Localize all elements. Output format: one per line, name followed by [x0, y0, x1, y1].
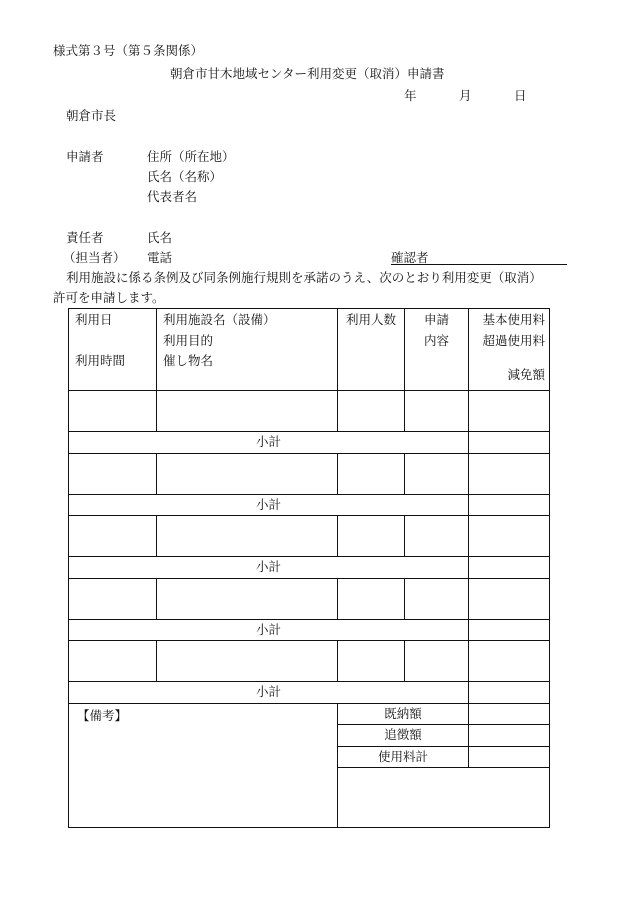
header-basic-fee: 基本使用料: [482, 312, 545, 327]
application-table: [68, 308, 550, 828]
additional-label: 追徴額: [338, 725, 469, 747]
header-date: 利用日: [75, 312, 113, 327]
header-people-label: 利用人数: [345, 312, 396, 327]
table-row: [69, 391, 550, 432]
cell-people[interactable]: [338, 391, 405, 432]
confirmer-underline: [391, 264, 567, 265]
header-fees: [469, 309, 550, 391]
subtotal-label: 小計: [69, 557, 469, 579]
statement-line-2: 許可を申請します。: [53, 290, 165, 305]
cell-people[interactable]: [338, 516, 405, 557]
cell-facility[interactable]: [157, 516, 338, 557]
already-paid-value[interactable]: [469, 703, 550, 725]
date-day: 日: [514, 88, 527, 103]
header-discount: 減免額: [507, 367, 545, 382]
header-purpose: 利用目的: [163, 332, 214, 348]
form-number: 様式第３号（第５条関係）: [53, 43, 204, 58]
header-facility-name: 利用施設名（設備）: [163, 312, 276, 327]
cell-content[interactable]: [405, 453, 469, 494]
cell-people[interactable]: [338, 578, 405, 619]
remarks-row: [69, 703, 550, 725]
cell-fee[interactable]: [469, 391, 550, 432]
subtotal-value[interactable]: [469, 619, 550, 641]
subtotal-value[interactable]: [469, 494, 550, 516]
header-time: 利用時間: [75, 352, 126, 368]
subtotal-row: [69, 494, 550, 516]
cell-facility[interactable]: [157, 641, 338, 682]
subtotal-value[interactable]: [469, 557, 550, 579]
remarks-cell[interactable]: 【備考】: [69, 703, 338, 828]
header-people: [338, 309, 405, 391]
header-excess-fee: 超過使用料: [482, 332, 545, 348]
subtotal-value[interactable]: [469, 682, 550, 704]
already-paid-label: 既納額: [338, 703, 469, 725]
header-event: 催し物名: [163, 353, 214, 368]
cell-date[interactable]: [69, 578, 157, 619]
table-row: [69, 453, 550, 494]
subtotal-row: [69, 619, 550, 641]
cell-fee[interactable]: [469, 453, 550, 494]
cell-content[interactable]: [405, 641, 469, 682]
cell-fee[interactable]: [469, 516, 550, 557]
header-content: [405, 309, 469, 391]
cell-date[interactable]: [69, 641, 157, 682]
subtotal-row: [69, 432, 550, 454]
subtotal-value[interactable]: [469, 432, 550, 454]
cell-facility[interactable]: [157, 453, 338, 494]
cell-content[interactable]: [405, 578, 469, 619]
cell-content[interactable]: [405, 516, 469, 557]
responsible-phone: 電話: [147, 250, 173, 265]
subtotal-label: 小計: [69, 619, 469, 641]
applicant-name: 氏名（名称）: [147, 169, 223, 184]
cell-facility[interactable]: [157, 391, 338, 432]
cell-date[interactable]: [69, 391, 157, 432]
confirmer-label: 確認者: [391, 250, 429, 265]
total-fee-value[interactable]: [469, 746, 550, 768]
responsible-label: 責任者: [66, 230, 104, 245]
header-facility: [157, 309, 338, 391]
header-date-time: [69, 309, 157, 391]
cell-date[interactable]: [69, 453, 157, 494]
cell-people[interactable]: [338, 641, 405, 682]
statement-line-1: 利用施設に係る条例及び同条例施行規則を承諾のうえ、次のとおり利用変更（取消）: [66, 270, 542, 285]
cell-content[interactable]: [405, 391, 469, 432]
table-row: [69, 641, 550, 682]
cell-date[interactable]: [69, 516, 157, 557]
contact-person-label: （担当者）: [63, 250, 126, 265]
remarks-space: [338, 768, 550, 828]
table-row: [69, 516, 550, 557]
subtotal-label: 小計: [69, 432, 469, 454]
document-title: 朝倉市甘木地域センター利用変更（取消）申請書: [170, 66, 445, 81]
total-fee-label: 使用料計: [338, 746, 469, 768]
subtotal-label: 小計: [69, 494, 469, 516]
header-row: [69, 309, 550, 391]
header-content-label-2: 内容: [423, 332, 449, 348]
applicant-representative: 代表者名: [147, 189, 198, 204]
addressee: 朝倉市長: [66, 108, 117, 123]
additional-value[interactable]: [469, 725, 550, 747]
subtotal-row: [69, 682, 550, 704]
subtotal-label: 小計: [69, 682, 469, 704]
applicant-label: 申請者: [66, 149, 104, 164]
cell-fee[interactable]: [469, 641, 550, 682]
cell-people[interactable]: [338, 453, 405, 494]
header-content-label-1: 申請: [423, 312, 449, 327]
date-year: 年: [404, 88, 417, 103]
applicant-address: 住所（所在地）: [147, 149, 235, 164]
responsible-name: 氏名: [147, 230, 173, 245]
table-row: [69, 578, 550, 619]
cell-facility[interactable]: [157, 578, 338, 619]
date-month: 月: [459, 88, 472, 103]
subtotal-row: [69, 557, 550, 579]
cell-fee[interactable]: [469, 578, 550, 619]
